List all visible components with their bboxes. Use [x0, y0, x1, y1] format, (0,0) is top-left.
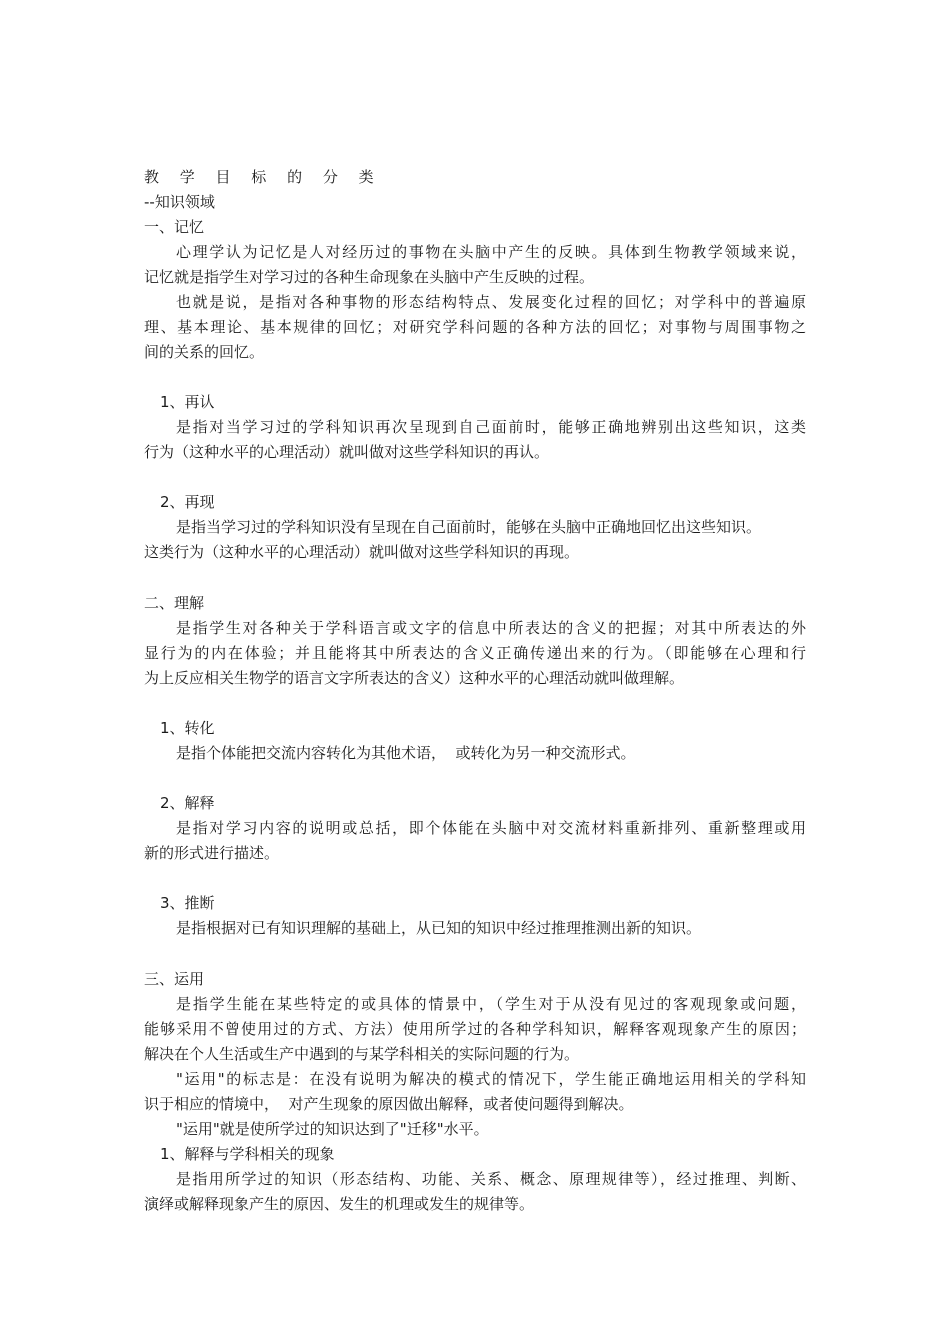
paragraph-line: 是指学生对各种关于学科语言或文字的信息中所表达的含义的把握；对其中所表达的外 — [176, 619, 806, 637]
section-heading-understanding: 二、理解 — [144, 594, 205, 612]
subsection-heading-inference: 3、推断 — [160, 894, 215, 912]
paragraph-line: 理、基本理论、基本规律的回忆；对研究学科问题的各种方法的回忆；对事物与周围事物之 — [144, 318, 806, 336]
paragraph-line: 演绎或解释现象产生的原因、发生的机理或发生的规律等。 — [144, 1195, 535, 1213]
paragraph-line: 是指对当学习过的学科知识再次呈现到自己面前时，能够正确地辨别出这些知识，这类 — [176, 418, 806, 436]
blank-line — [144, 766, 806, 791]
subsection-heading-explain-phenomena: 1、解释与学科相关的现象 — [160, 1145, 335, 1163]
paragraph-line: 显行为的内在体验；并且能将其中所表达的含义正确传递出来的行为。（即能够在心理和行 — [144, 644, 806, 662]
paragraph — [144, 240, 806, 290]
paragraph — [144, 290, 806, 365]
subsection-heading-interpretation: 2、解释 — [160, 794, 215, 812]
subsection-heading-recognition: 1、再认 — [160, 393, 215, 411]
paragraph-line: 行为（这种水平的心理活动）就叫做对这些学科知识的再认。 — [144, 443, 550, 461]
paragraph — [144, 616, 806, 691]
paragraph-line: "运用"的标志是：在没有说明为解决的模式的情况下，学生能正确地运用相关的学科知 — [176, 1070, 806, 1088]
blank-line — [144, 941, 806, 967]
document-body — [144, 165, 806, 1217]
paragraph — [144, 992, 806, 1067]
section-heading-application: 三、运用 — [144, 970, 205, 988]
paragraph-line: 是指根据对已有知识理解的基础上，从已知的知识中经过推理推测出新的知识。 — [176, 919, 702, 937]
paragraph — [144, 1067, 806, 1117]
document-title: 教 学 目 标 的 分 类 — [144, 168, 382, 186]
paragraph-line: 识于相应的情境中， 对产生现象的原因做出解释，或者使问题得到解决。 — [144, 1095, 634, 1113]
blank-line — [144, 565, 806, 591]
paragraph — [144, 741, 806, 766]
blank-line — [144, 365, 806, 390]
paragraph-line: 能够采用不曾使用过的方式、方法）使用所学过的各种学科知识，解释客观现象产生的原因； — [144, 1020, 806, 1038]
blank-line — [144, 691, 806, 716]
paragraph-line: "运用"就是使所学过的知识达到了"迁移"水平。 — [176, 1120, 489, 1138]
subsection-heading-recall: 2、再现 — [160, 493, 215, 511]
paragraph-line: 是指用所学过的知识（形态结构、功能、关系、概念、原理规律等），经过推理、判断、 — [176, 1170, 806, 1188]
paragraph-line: 记忆就是指学生对学习过的各种生命现象在头脑中产生反映的过程。 — [144, 268, 595, 286]
paragraph — [144, 916, 806, 941]
paragraph — [144, 1117, 806, 1142]
paragraph-line: 新的形式进行描述。 — [144, 844, 280, 862]
paragraph-line: 这类行为（这种水平的心理活动）就叫做对这些学科知识的再现。 — [144, 543, 580, 561]
paragraph-line: 是指当学习过的学科知识没有呈现在自己面前时，能够在头脑中正确地回忆出这些知识。 — [176, 518, 762, 536]
paragraph — [144, 1167, 806, 1217]
paragraph — [144, 515, 806, 565]
paragraph-line: 为上反应相关生物学的语言文字所表达的含义）这种水平的心理活动就叫做理解。 — [144, 669, 685, 687]
blank-line — [144, 866, 806, 891]
paragraph-line: 是指个体能把交流内容转化为其他术语， 或转化为另一种交流形式。 — [176, 744, 636, 762]
section-heading-memory: 一、记忆 — [144, 218, 205, 236]
paragraph-line: 是指对学习内容的说明或总括，即个体能在头脑中对交流材料重新排列、重新整理或用 — [176, 819, 806, 837]
subsection-heading-translation: 1、转化 — [160, 719, 215, 737]
paragraph-line: 是指学生能在某些特定的或具体的情景中，（学生对于从没有见过的客观现象或问题， — [176, 995, 806, 1013]
paragraph-line: 间的关系的回忆。 — [144, 343, 265, 361]
paragraph — [144, 816, 806, 866]
paragraph — [144, 415, 806, 465]
paragraph-line: 也就是说，是指对各种事物的形态结构特点、发展变化过程的回忆；对学科中的普遍原 — [176, 293, 806, 311]
paragraph-line: 解决在个人生活或生产中遇到的与某学科相关的实际问题的行为。 — [144, 1045, 580, 1063]
paragraph-line: 心理学认为记忆是人对经历过的事物在头脑中产生的反映。具体到生物教学领域来说， — [176, 243, 806, 261]
document-subtitle: --知识领域 — [144, 193, 215, 211]
blank-line — [144, 465, 806, 490]
